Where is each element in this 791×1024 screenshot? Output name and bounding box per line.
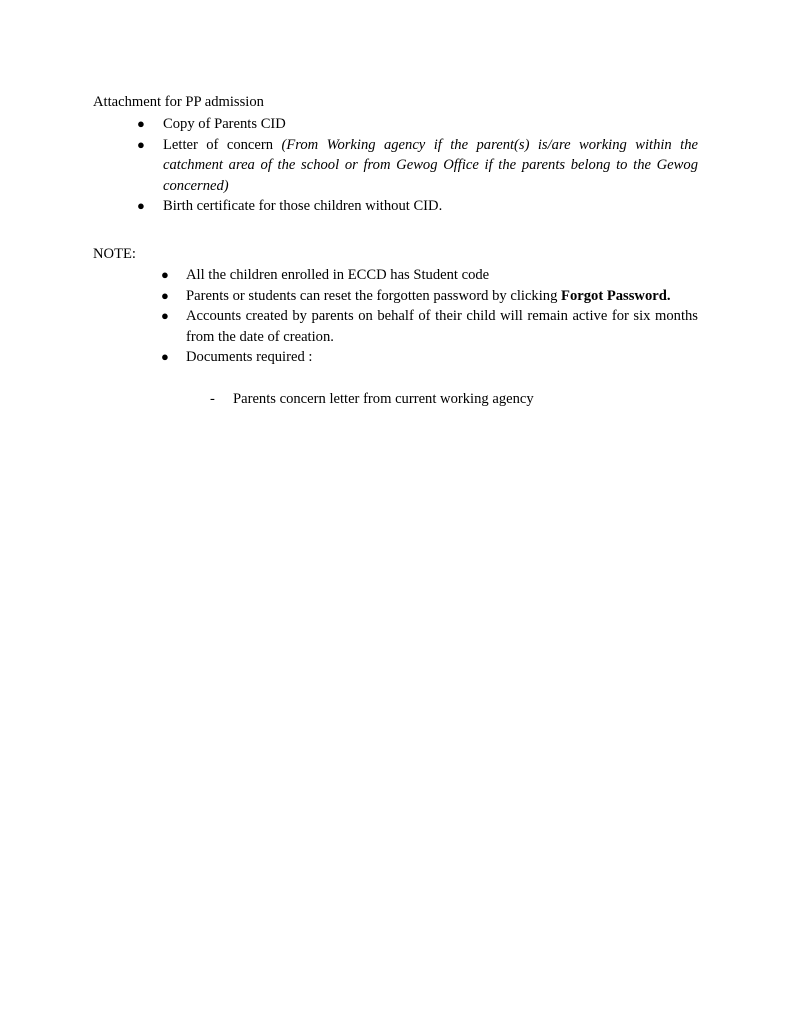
list-item: [137, 114, 698, 135]
copy-cid-text: Copy of Parents CID: [163, 116, 286, 132]
note-list: [161, 265, 698, 368]
letter-of-concern-detail: (From Working agency if the parent(s) is/are working within the catchment area of the school or from Gewog Office if the parents belong to the Gewog concerned): [163, 136, 698, 194]
student-code-text: All the children enrolled in ECCD has Student code: [186, 267, 490, 283]
list-item: [137, 135, 698, 197]
documents-required-text: Documents required :: [186, 349, 313, 366]
bullet-icon: ●: [137, 116, 145, 131]
attachment-heading: Attachment for PP admission: [93, 94, 264, 110]
bullet-icon: ●: [161, 267, 169, 282]
documents-sublist: [210, 389, 534, 410]
list-item: [210, 389, 534, 410]
letter-of-concern-label: Letter of concern: [163, 136, 274, 153]
list-item: [137, 196, 698, 217]
bullet-icon: ●: [161, 287, 169, 303]
account-validity-text: Accounts created by parents on behalf of their child will remain active for six months from the date of creation.: [186, 308, 698, 345]
birth-certificate-text: Birth certificate for those children without CID.: [163, 198, 443, 215]
note-heading: NOTE:: [93, 246, 136, 262]
bullet-icon: ●: [137, 198, 145, 214]
bullet-icon: ●: [161, 308, 169, 324]
list-item: [161, 265, 698, 286]
reset-password-text: Parents or students can reset the forgotten password by clicking: [186, 287, 558, 304]
bullet-icon: ●: [161, 349, 169, 365]
attachment-list: [137, 114, 698, 217]
list-item: [161, 347, 698, 368]
bullet-icon: ●: [137, 136, 145, 152]
dash-marker: -: [210, 391, 215, 407]
list-item: [161, 286, 698, 307]
list-item: [161, 306, 698, 347]
forgot-password-emphasis: Forgot Password.: [561, 287, 671, 304]
concern-letter-text: Parents concern letter from current working agency: [233, 391, 534, 407]
